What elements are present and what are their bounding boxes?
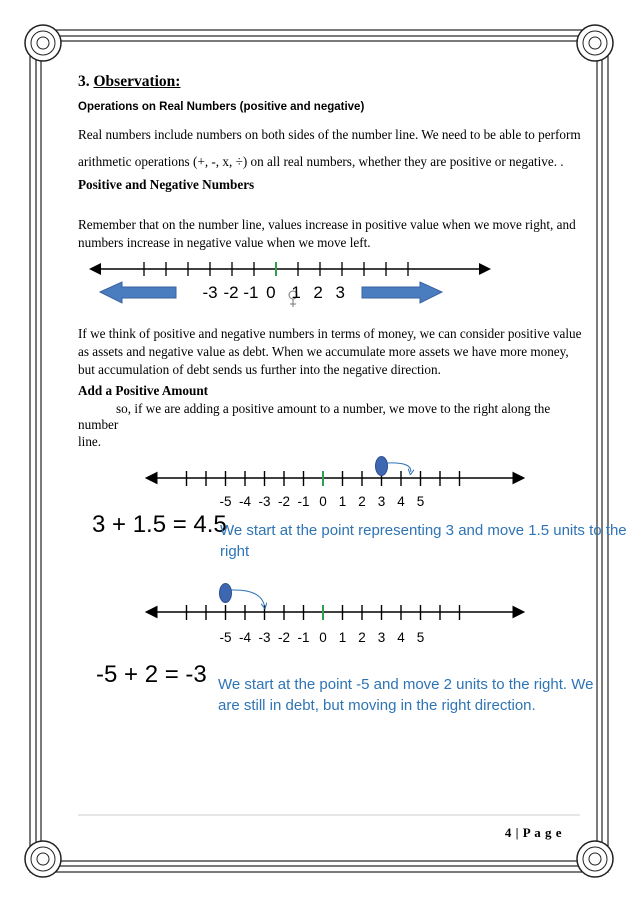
arrow-left-icon: [100, 282, 176, 303]
tick-label: 1: [338, 494, 347, 509]
move-arc: [388, 463, 411, 472]
tick-label: 1: [291, 283, 301, 302]
money-paragraph: If we think of positive and negative numbers in terms of money, we can consider positive value as assets and negative value as debt. When we accumulate more assets we have more money, but accumulation of debt sends us further into the negative direction.: [78, 326, 582, 377]
arrow-right-icon: [362, 282, 442, 303]
tick-label: -3: [258, 494, 271, 509]
tick-label: 3: [335, 283, 345, 302]
tick-label: -2: [277, 630, 291, 645]
footer-separator: |: [515, 825, 519, 840]
tick-label: 2: [358, 494, 366, 509]
tick-label: 1: [338, 630, 347, 645]
page-number: 4: [504, 825, 512, 840]
section-number: 3.: [78, 73, 90, 90]
intro-paragraph: [78, 121, 588, 175]
add-positive-line-3: line.: [78, 434, 102, 449]
start-point: [376, 457, 388, 476]
tick-label: 0: [319, 630, 327, 645]
positive-negative-heading: Positive and Negative Numbers: [78, 177, 255, 192]
corner-ornament-bottom-right: [577, 841, 613, 877]
add-positive-line-2: number: [78, 417, 119, 432]
tick-label: 0: [319, 494, 327, 509]
corner-ornament-bottom-left: [25, 841, 61, 877]
tick-label: 3: [377, 630, 386, 645]
tick-label: -2: [223, 283, 239, 302]
tick-label: -1: [297, 630, 310, 645]
tick-label: 0: [266, 283, 276, 302]
tick-label: 5: [416, 494, 425, 509]
move-arc: [232, 590, 265, 606]
add-positive-line-1: so, if we are adding a positive amount to a number, we move to the right along the: [116, 401, 551, 416]
example-2-equation: -5 + 2 = -3: [96, 661, 207, 688]
corner-ornament-top-right: [577, 25, 613, 61]
number-line-2: [145, 448, 525, 516]
tick-label: -1: [297, 494, 310, 509]
section-title: Observation:: [93, 73, 181, 90]
tick-label: 3: [377, 494, 386, 509]
page-word: P a g e: [522, 825, 562, 840]
tick-label: -3: [258, 630, 271, 645]
tick-label: -4: [238, 630, 252, 645]
tick-label: -2: [277, 494, 291, 509]
example-1-equation: 3 + 1.5 = 4.5: [92, 511, 227, 538]
remember-paragraph: Remember that on the number line, values increase in positive value when we move right, and numbers increase in negative value when we move left.: [78, 217, 576, 250]
intro-line-2: arithmetic operations (+, -, x, ÷) on all real numbers, whether they are positive or negative. .: [78, 154, 564, 169]
example-2-explanation-line-1: We start at the point -5 and move 2 units to the right. We: [218, 676, 594, 693]
tick-label: 2: [313, 283, 323, 302]
example-1-explanation-line-1: We start at the point representing 3 and move 1.5 units to the: [220, 522, 627, 539]
start-point: [220, 584, 232, 603]
corner-ornament-top-left: [25, 25, 61, 61]
tick-label: -3: [202, 283, 218, 302]
section-subtitle: Operations on Real Numbers (positive and negative): [78, 101, 365, 113]
example-2-explanation-line-2: are still in debt, but moving in the right direction.: [218, 697, 536, 714]
number-line-1: [80, 258, 510, 316]
page-footer: [505, 825, 562, 841]
example-2-explanation: [218, 674, 593, 716]
tick-label: 4: [397, 494, 405, 509]
tick-label: 5: [416, 630, 425, 645]
number-line-3: [145, 578, 525, 650]
tick-label: -5: [219, 630, 232, 645]
add-positive-heading: Add a Positive Amount: [78, 383, 209, 398]
example-1-explanation: [220, 520, 627, 562]
example-1-explanation-line-2: right: [220, 543, 250, 560]
tick-label: -4: [238, 494, 252, 509]
tick-label: 4: [397, 630, 405, 645]
tick-label: -5: [219, 494, 232, 509]
intro-line-1: Real numbers include numbers on both sides of the number line. We need to be able to perform: [78, 127, 581, 142]
section-heading: [78, 73, 180, 91]
tick-label: 2: [358, 630, 366, 645]
tick-label: -1: [243, 283, 259, 302]
